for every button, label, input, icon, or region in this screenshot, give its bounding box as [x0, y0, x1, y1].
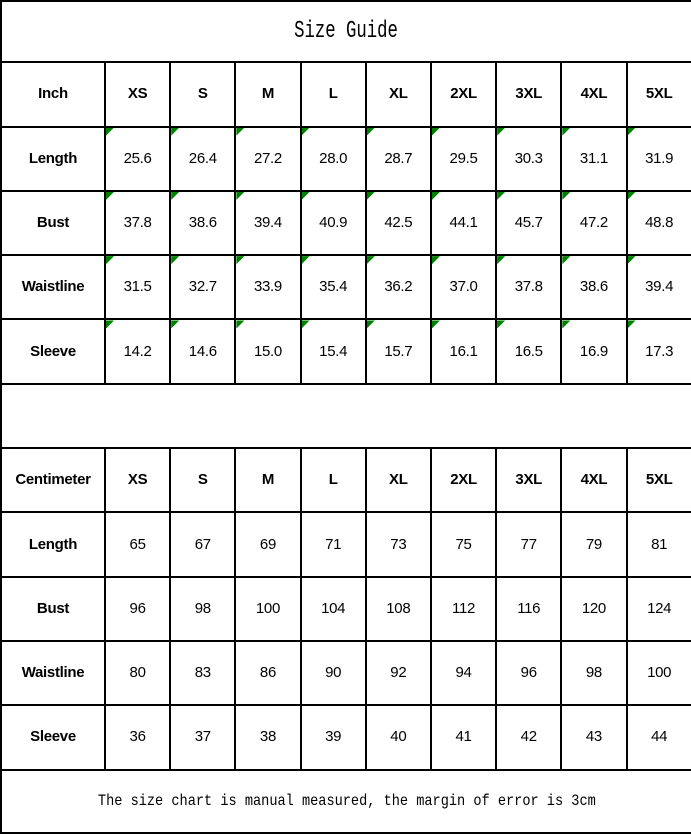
- row-label-cell-inch-length: [1, 127, 105, 191]
- cell-flag-icon: [106, 256, 114, 264]
- cell-flag-icon: [497, 320, 505, 328]
- value-cell-inch-sleeve-xl: [366, 319, 431, 383]
- row-label-cell-inch-bust: [1, 191, 105, 255]
- size-label: 4XL: [580, 471, 608, 489]
- row-label: Sleeve: [30, 342, 76, 360]
- cell-value: 14.6: [188, 342, 217, 360]
- cell-value: 79: [585, 535, 602, 553]
- row-label-cell-centimeter-bust: [1, 577, 105, 641]
- value-cell-inch-waistline-5xl: [627, 255, 691, 319]
- cell-value: 90: [325, 664, 342, 682]
- value-cell-inch-sleeve-5xl: [627, 319, 691, 383]
- row-label: Bust: [36, 214, 70, 232]
- footer-note-cell: [1, 770, 691, 833]
- cell-value: 42.5: [384, 214, 413, 232]
- page-title: Size Guide: [294, 18, 399, 46]
- cell-value: 38.6: [579, 278, 608, 296]
- cell-value: 80: [129, 664, 146, 682]
- cell-value: 116: [517, 599, 541, 617]
- value-cell-centimeter-bust-2xl: [431, 577, 496, 641]
- cell-value: 42: [520, 728, 537, 746]
- size-header-cell-centimeter-xs: [105, 448, 170, 512]
- value-cell-centimeter-waistline-5xl: [627, 641, 691, 705]
- table-row-inch-waistline: [1, 255, 691, 319]
- size-label: 3XL: [515, 471, 543, 489]
- value-cell-centimeter-length-4xl: [561, 512, 626, 576]
- row-label: Waistline: [21, 664, 85, 682]
- cell-flag-icon: [562, 320, 570, 328]
- value-cell-centimeter-waistline-2xl: [431, 641, 496, 705]
- cell-flag-icon: [562, 192, 570, 200]
- cell-value: 35.4: [319, 278, 348, 296]
- unit-header-cell-inch: [1, 62, 105, 126]
- cell-flag-icon: [302, 320, 310, 328]
- cell-value: 27.2: [253, 149, 282, 167]
- cell-value: 32.7: [188, 278, 217, 296]
- value-cell-inch-sleeve-l: [301, 319, 366, 383]
- title-row: [1, 1, 691, 62]
- table-row-inch-sleeve: [1, 319, 691, 383]
- value-cell-inch-length-s: [170, 127, 235, 191]
- size-label: S: [197, 85, 208, 103]
- unit-header-row-centimeter: [1, 448, 691, 512]
- cell-value: 86: [259, 664, 277, 682]
- cell-value: 37: [194, 728, 211, 746]
- cell-flag-icon: [367, 192, 375, 200]
- size-header-cell-inch-4xl: [561, 62, 626, 126]
- cell-value: 96: [520, 664, 537, 682]
- cell-value: 83: [194, 664, 211, 682]
- size-header-cell-inch-xl: [366, 62, 431, 126]
- size-label: L: [328, 85, 338, 103]
- value-cell-inch-waistline-m: [235, 255, 300, 319]
- cell-flag-icon: [432, 256, 440, 264]
- cell-value: 38.6: [188, 214, 217, 232]
- value-cell-inch-bust-4xl: [561, 191, 626, 255]
- cell-value: 40: [390, 728, 407, 746]
- cell-value: 96: [129, 599, 146, 617]
- cell-flag-icon: [497, 192, 505, 200]
- value-cell-inch-bust-3xl: [496, 191, 561, 255]
- cell-flag-icon: [236, 320, 244, 328]
- cell-flag-icon: [236, 256, 244, 264]
- cell-flag-icon: [106, 128, 114, 136]
- size-label: 2XL: [450, 471, 477, 489]
- cell-value: 17.3: [645, 342, 674, 360]
- cell-value: 41: [455, 728, 472, 746]
- cell-flag-icon: [171, 128, 179, 136]
- cell-value: 40.9: [319, 214, 348, 232]
- footer-row: [1, 770, 691, 833]
- cell-value: 31.1: [579, 149, 608, 167]
- cell-flag-icon: [432, 192, 440, 200]
- table-row-centimeter-waistline: [1, 641, 691, 705]
- size-label: XS: [127, 85, 148, 103]
- cell-value: 36.2: [384, 278, 413, 296]
- cell-value: 94: [455, 664, 472, 682]
- cell-value: 29.5: [449, 149, 478, 167]
- size-header-cell-centimeter-m: [235, 448, 300, 512]
- value-cell-centimeter-waistline-xs: [105, 641, 170, 705]
- value-cell-inch-bust-xl: [366, 191, 431, 255]
- cell-flag-icon: [628, 256, 636, 264]
- value-cell-inch-waistline-xl: [366, 255, 431, 319]
- size-header-cell-centimeter-5xl: [627, 448, 691, 512]
- value-cell-inch-sleeve-s: [170, 319, 235, 383]
- value-cell-centimeter-waistline-4xl: [561, 641, 626, 705]
- cell-value: 69: [259, 535, 277, 553]
- cell-flag-icon: [171, 256, 179, 264]
- cell-value: 33.9: [253, 278, 282, 296]
- value-cell-inch-length-xs: [105, 127, 170, 191]
- cell-value: 14.2: [123, 342, 152, 360]
- cell-flag-icon: [497, 256, 505, 264]
- size-header-cell-centimeter-s: [170, 448, 235, 512]
- value-cell-inch-length-3xl: [496, 127, 561, 191]
- value-cell-centimeter-waistline-l: [301, 641, 366, 705]
- value-cell-centimeter-sleeve-xl: [366, 705, 431, 769]
- value-cell-inch-waistline-3xl: [496, 255, 561, 319]
- cell-flag-icon: [367, 320, 375, 328]
- cell-value: 100: [647, 664, 672, 682]
- row-label: Length: [28, 535, 78, 553]
- value-cell-centimeter-bust-l: [301, 577, 366, 641]
- value-cell-centimeter-sleeve-4xl: [561, 705, 626, 769]
- size-header-cell-inch-xs: [105, 62, 170, 126]
- value-cell-centimeter-sleeve-5xl: [627, 705, 691, 769]
- cell-value: 30.3: [514, 149, 543, 167]
- size-label: M: [261, 471, 275, 489]
- cell-flag-icon: [302, 192, 310, 200]
- value-cell-inch-sleeve-xs: [105, 319, 170, 383]
- table-row-inch-length: [1, 127, 691, 191]
- size-label: 4XL: [580, 85, 608, 103]
- row-label: Sleeve: [30, 728, 76, 746]
- row-label-cell-centimeter-length: [1, 512, 105, 576]
- cell-value: 44.1: [449, 214, 478, 232]
- cell-value: 77: [520, 535, 537, 553]
- value-cell-centimeter-waistline-m: [235, 641, 300, 705]
- value-cell-centimeter-sleeve-2xl: [431, 705, 496, 769]
- value-cell-inch-length-2xl: [431, 127, 496, 191]
- size-label: 3XL: [515, 85, 543, 103]
- cell-flag-icon: [432, 128, 440, 136]
- cell-value: 67: [194, 535, 211, 553]
- cell-value: 28.0: [319, 149, 348, 167]
- value-cell-centimeter-bust-xl: [366, 577, 431, 641]
- table-row-centimeter-length: [1, 512, 691, 576]
- value-cell-inch-waistline-s: [170, 255, 235, 319]
- value-cell-centimeter-length-3xl: [496, 512, 561, 576]
- cell-flag-icon: [106, 192, 114, 200]
- cell-value: 92: [390, 664, 407, 682]
- cell-flag-icon: [432, 320, 440, 328]
- page-title-cell: [1, 1, 691, 62]
- unit-header-row-inch: [1, 62, 691, 126]
- cell-flag-icon: [171, 320, 179, 328]
- size-header-cell-inch-5xl: [627, 62, 691, 126]
- unit-label-inch: Inch: [38, 85, 68, 103]
- value-cell-inch-bust-m: [235, 191, 300, 255]
- unit-header-cell-centimeter: [1, 448, 105, 512]
- cell-value: 15.7: [384, 342, 413, 360]
- cell-value: 15.4: [319, 342, 348, 360]
- size-header-cell-centimeter-l: [301, 448, 366, 512]
- value-cell-inch-bust-xs: [105, 191, 170, 255]
- cell-value: 100: [255, 599, 281, 617]
- cell-flag-icon: [367, 128, 375, 136]
- value-cell-inch-length-xl: [366, 127, 431, 191]
- size-label: 5XL: [645, 85, 673, 103]
- cell-value: 112: [452, 599, 476, 617]
- size-label: L: [328, 471, 338, 489]
- cell-value: 81: [651, 535, 668, 553]
- cell-value: 43: [585, 728, 602, 746]
- cell-value: 37.8: [514, 278, 543, 296]
- size-label: 5XL: [645, 471, 673, 489]
- unit-label-centimeter: Centimeter: [15, 471, 91, 489]
- row-label: Bust: [36, 599, 70, 617]
- size-label: XS: [127, 471, 148, 489]
- value-cell-centimeter-bust-s: [170, 577, 235, 641]
- value-cell-inch-length-4xl: [561, 127, 626, 191]
- cell-value: 38: [259, 728, 277, 746]
- value-cell-centimeter-length-xl: [366, 512, 431, 576]
- cell-value: 16.1: [449, 342, 478, 360]
- value-cell-inch-bust-s: [170, 191, 235, 255]
- size-header-cell-centimeter-xl: [366, 448, 431, 512]
- value-cell-inch-bust-5xl: [627, 191, 691, 255]
- value-cell-inch-length-l: [301, 127, 366, 191]
- cell-value: 75: [455, 535, 472, 553]
- value-cell-centimeter-sleeve-3xl: [496, 705, 561, 769]
- size-label: XL: [389, 85, 408, 103]
- table-row-centimeter-sleeve: [1, 705, 691, 769]
- cell-flag-icon: [106, 320, 114, 328]
- cell-value: 28.7: [384, 149, 413, 167]
- value-cell-centimeter-sleeve-m: [235, 705, 300, 769]
- cell-value: 65: [129, 535, 146, 553]
- cell-value: 104: [321, 599, 346, 617]
- value-cell-inch-waistline-2xl: [431, 255, 496, 319]
- value-cell-inch-length-m: [235, 127, 300, 191]
- value-cell-centimeter-sleeve-xs: [105, 705, 170, 769]
- table-row-centimeter-bust: [1, 577, 691, 641]
- size-label: XL: [389, 471, 408, 489]
- cell-value: 39.4: [253, 214, 282, 232]
- row-label-cell-inch-sleeve: [1, 319, 105, 383]
- cell-flag-icon: [236, 192, 244, 200]
- cell-value: 37.8: [123, 214, 152, 232]
- cell-value: 31.9: [645, 149, 674, 167]
- value-cell-centimeter-bust-xs: [105, 577, 170, 641]
- cell-flag-icon: [171, 192, 179, 200]
- value-cell-centimeter-length-5xl: [627, 512, 691, 576]
- cell-value: 98: [585, 664, 602, 682]
- row-label: Waistline: [21, 278, 85, 296]
- value-cell-inch-sleeve-3xl: [496, 319, 561, 383]
- cell-flag-icon: [628, 320, 636, 328]
- value-cell-centimeter-bust-m: [235, 577, 300, 641]
- cell-value: 98: [194, 599, 211, 617]
- size-header-cell-inch-l: [301, 62, 366, 126]
- cell-value: 31.5: [123, 278, 152, 296]
- size-header-cell-inch-s: [170, 62, 235, 126]
- value-cell-centimeter-sleeve-s: [170, 705, 235, 769]
- cell-flag-icon: [628, 192, 636, 200]
- value-cell-inch-waistline-l: [301, 255, 366, 319]
- size-header-cell-centimeter-3xl: [496, 448, 561, 512]
- value-cell-centimeter-bust-3xl: [496, 577, 561, 641]
- size-label: M: [261, 85, 275, 103]
- size-label: S: [197, 471, 208, 489]
- cell-flag-icon: [302, 128, 310, 136]
- value-cell-centimeter-waistline-xl: [366, 641, 431, 705]
- cell-value: 120: [581, 599, 606, 617]
- value-cell-inch-bust-l: [301, 191, 366, 255]
- row-label-cell-inch-waistline: [1, 255, 105, 319]
- size-header-cell-inch-m: [235, 62, 300, 126]
- value-cell-centimeter-length-l: [301, 512, 366, 576]
- value-cell-centimeter-bust-5xl: [627, 577, 691, 641]
- value-cell-inch-sleeve-2xl: [431, 319, 496, 383]
- value-cell-centimeter-sleeve-l: [301, 705, 366, 769]
- cell-value: 37.0: [449, 278, 478, 296]
- cell-flag-icon: [562, 256, 570, 264]
- row-label: Length: [28, 149, 78, 167]
- value-cell-inch-sleeve-m: [235, 319, 300, 383]
- cell-value: 25.6: [123, 149, 152, 167]
- size-header-cell-inch-2xl: [431, 62, 496, 126]
- cell-value: 48.8: [645, 214, 674, 232]
- cell-value: 39: [325, 728, 342, 746]
- cell-value: 71: [325, 535, 342, 553]
- cell-flag-icon: [497, 128, 505, 136]
- value-cell-inch-length-5xl: [627, 127, 691, 191]
- cell-value: 124: [647, 599, 672, 617]
- cell-flag-icon: [628, 128, 636, 136]
- value-cell-centimeter-waistline-3xl: [496, 641, 561, 705]
- value-cell-centimeter-length-m: [235, 512, 300, 576]
- spacer-row: [1, 384, 691, 448]
- value-cell-inch-sleeve-4xl: [561, 319, 626, 383]
- cell-value: 108: [386, 599, 411, 617]
- cell-value: 16.9: [579, 342, 608, 360]
- size-header-cell-centimeter-4xl: [561, 448, 626, 512]
- table-row-inch-bust: [1, 191, 691, 255]
- size-header-cell-centimeter-2xl: [431, 448, 496, 512]
- cell-value: 16.5: [514, 342, 543, 360]
- cell-flag-icon: [367, 256, 375, 264]
- value-cell-inch-waistline-4xl: [561, 255, 626, 319]
- value-cell-centimeter-length-2xl: [431, 512, 496, 576]
- cell-flag-icon: [562, 128, 570, 136]
- cell-value: 44: [651, 728, 668, 746]
- row-label-cell-centimeter-sleeve: [1, 705, 105, 769]
- cell-value: 73: [390, 535, 407, 553]
- size-label: 2XL: [450, 85, 477, 103]
- cell-value: 36: [129, 728, 146, 746]
- size-header-cell-inch-3xl: [496, 62, 561, 126]
- value-cell-centimeter-length-s: [170, 512, 235, 576]
- value-cell-centimeter-bust-4xl: [561, 577, 626, 641]
- row-label-cell-centimeter-waistline: [1, 641, 105, 705]
- cell-value: 47.2: [579, 214, 608, 232]
- cell-value: 26.4: [188, 149, 217, 167]
- cell-flag-icon: [236, 128, 244, 136]
- value-cell-inch-waistline-xs: [105, 255, 170, 319]
- cell-flag-icon: [302, 256, 310, 264]
- value-cell-inch-bust-2xl: [431, 191, 496, 255]
- value-cell-centimeter-waistline-s: [170, 641, 235, 705]
- value-cell-centimeter-length-xs: [105, 512, 170, 576]
- spacer-cell: [1, 384, 691, 448]
- cell-value: 45.7: [514, 214, 543, 232]
- cell-value: 39.4: [645, 278, 674, 296]
- cell-value: 15.0: [253, 342, 282, 360]
- footer-note: The size chart is manual measured, the margin of error is 3cm: [97, 792, 596, 811]
